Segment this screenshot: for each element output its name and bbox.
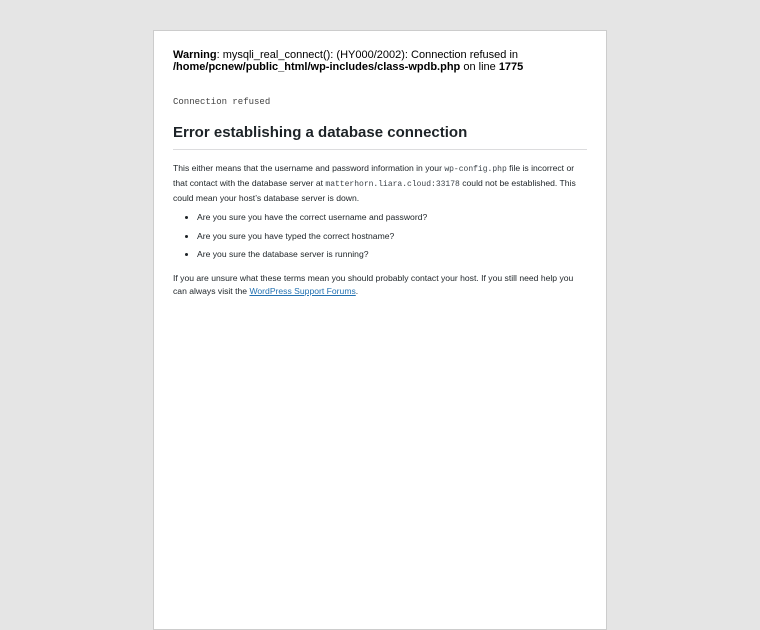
- warning-line-number: 1775: [498, 61, 524, 73]
- connection-status: Connection refused: [173, 97, 271, 107]
- help-paragraph: [173, 272, 587, 298]
- warning-on-line: on line: [463, 61, 496, 73]
- php-warning: [173, 49, 587, 73]
- checklist-item: • Are you sure the database server is running?: [197, 249, 587, 261]
- db-host-code: matterhorn.liara.cloud:33178: [325, 179, 460, 189]
- config-file-code: wp-config.php: [444, 165, 507, 174]
- checklist: [173, 212, 587, 261]
- warning-message: : mysqli_real_connect(): (HY000/2002): Connection refused in: [216, 49, 519, 61]
- warning-label: Warning: [173, 49, 217, 61]
- warning-path: /home/pcnew/public_html/wp-includes/class-wpdb.php: [173, 61, 461, 73]
- error-card: [153, 30, 607, 630]
- checklist-item: • Are you sure you have typed the correct hostname?: [197, 231, 587, 243]
- checklist-item: • Are you sure you have the correct username and password?: [197, 212, 587, 224]
- page-title: Error establishing a database connection: [173, 124, 587, 150]
- desc-text-1: This either means that the username and password information in your: [173, 163, 442, 173]
- desc-text-2: file is incorrect or that contact with the database server at: [173, 163, 575, 188]
- desc-text-3: could not be established. This could mean your host’s database server is down.: [173, 177, 576, 203]
- support-forums-link[interactable]: WordPress Support Forums: [249, 285, 356, 296]
- help-end: .: [355, 285, 359, 296]
- error-description: [173, 162, 587, 204]
- help-text: If you are unsure what these terms mean you should probably contact your host. If you still need help you can always visit the: [173, 272, 574, 296]
